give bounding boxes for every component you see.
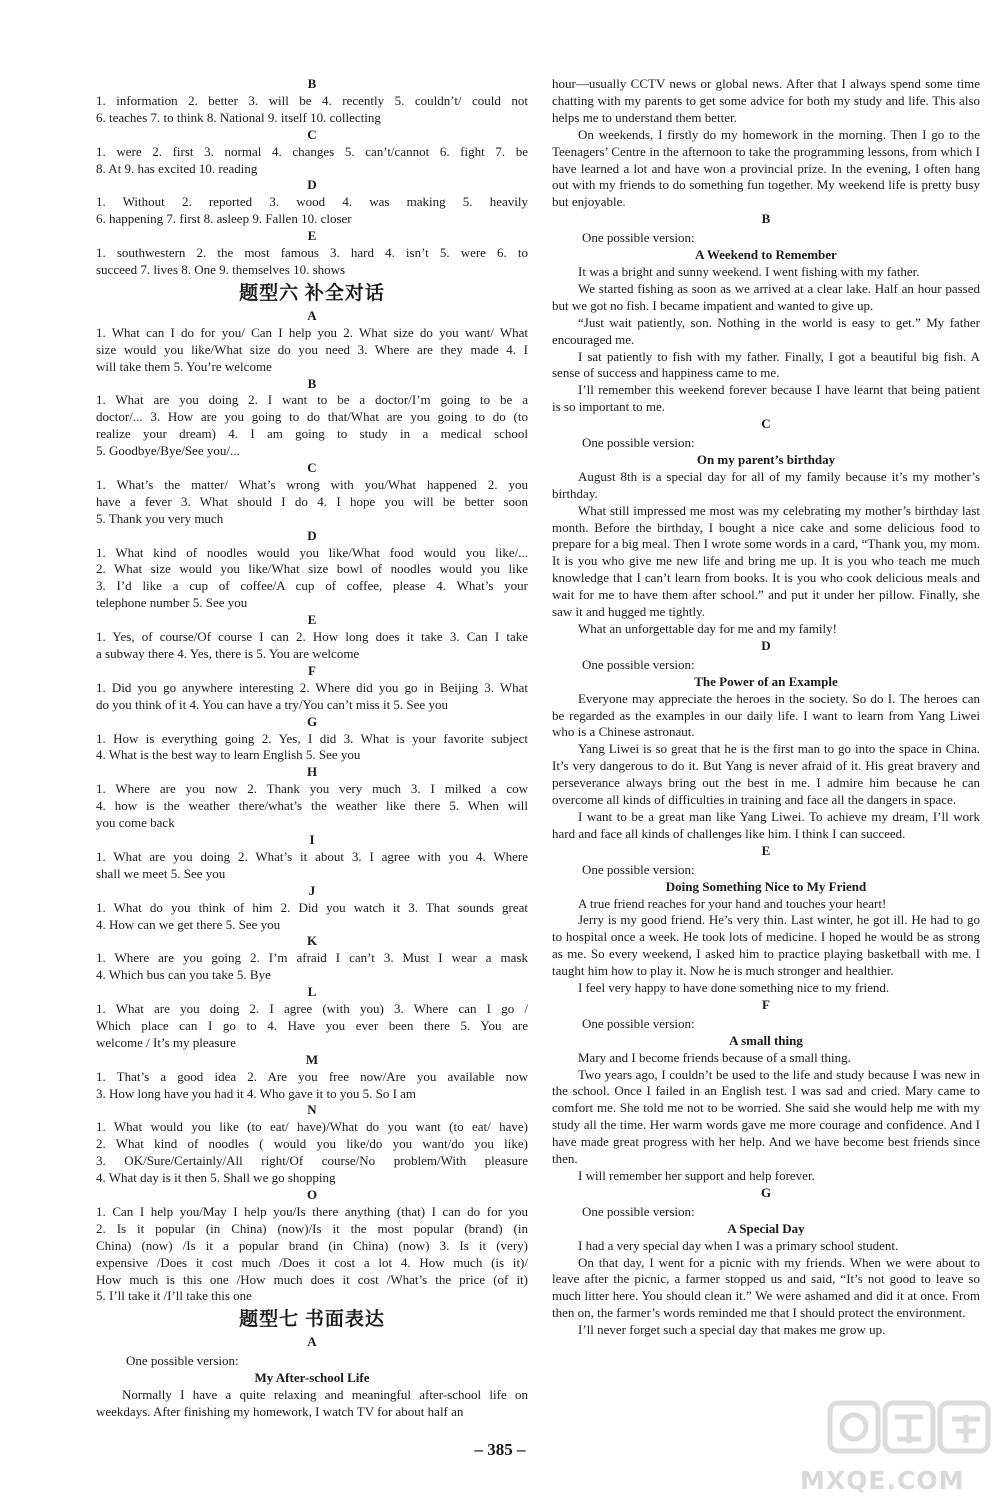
answer-line: 1. Where are you going 2. I’m afraid I can’t 3. Must I wear a mask [96,950,528,966]
answer-line: 5. Thank you very much [96,510,224,526]
left-column [96,76,528,1421]
part-letter: N [307,1102,317,1118]
part-letter: A [307,1334,317,1350]
answer-line: 1. How is everything going 2. Yes, I did 3. What is your favorite subject [96,730,528,746]
essay-title: On my parent’s birthday [696,451,836,467]
answer-line: 2. Is it popular (in China) (now)/Is it the most popular (brand) (in [96,1220,528,1236]
answer-line: 4. What is the best way to learn English 5. See you [96,747,361,763]
part-letter: L [307,984,317,1000]
essay-title: A Special Day [727,1220,805,1236]
version-label: One possible version: [582,435,695,451]
right-column [552,76,980,1339]
part-letter: O [306,1187,318,1202]
part-letter: C [307,460,317,476]
answer-line: 1. What kind of noodles would you like/What food would you like/... [96,544,528,560]
answer-line: succeed 7. lives 8. One 9. themselves 10. shows [96,261,346,277]
essay-title: A Weekend to Remember [695,247,837,263]
essay-paragraph: On weekends, I firstly do my homework in the morning. Then I go to the Teenagers’ Centre in the afternoon to take the programming lessons, from which I have learned a lot and have won a provincial prize. In the evening, I often hang out with my friends to do something fun together. My weekend life is pretty busy but enjoyable. [552,126,980,210]
answer-line: do you think of it 4. You can have a try/You can’t miss it 5. See you [96,696,448,712]
answer-line: 4. What day is it then 5. Shall we go shopping [96,1170,336,1186]
answer-line: 1. were 2. first 3. normal 4. changes 5. can’t/cannot 6. fight 7. be [96,143,528,159]
essay-paragraph: Everyone may appreciate the heroes in the society. So do I. The heroes can be regarded as the examples in our daily life. I want to learn from Yang Liwei who is a Chinese astronaut. [552,690,980,740]
answer-line: 2. What kind of noodles ( would you like/do you want/do you like) [96,1136,528,1152]
version-label: One possible version: [582,861,695,877]
version-label: One possible version: [126,1353,239,1369]
part-letter: G [306,713,318,729]
part-letter: E [761,842,771,858]
part-letter: G [760,1184,772,1200]
part-letter: D [761,637,771,653]
essay-paragraph: “Just wait patiently, son. Nothing in the world is easy to get.” My father encouraged me. [552,314,980,347]
essay-title: The Power of an Example [694,673,838,689]
answer-line: 1. Without 2. reported 3. wood 4. was making 5. heavily [96,194,528,210]
part-letter: I [309,831,315,847]
answer-line: 5. Goodbye/Bye/See you/... [96,443,240,459]
answer-line: 1. What are you doing 2. I want to be a doctor/I’m going to be a [96,392,528,408]
essay-paragraph: Yang Liwei is so great that he is the first man to go into the space in China. It’s very dangerous to do it. But Yang is never afraid of it. His great bravery and perseverance always bring out the best in me. I admire him because he can overcome all kinds of difficulties in training and face all the dangers in space. [552,741,980,808]
answer-line: 4. Which bus can you take 5. Bye [96,967,271,983]
version-label: One possible version: [582,230,695,246]
answer-line: expensive /Does it cost much /Does it cost a lot 4. How much (is it)/ [96,1254,528,1270]
part-letter: K [306,933,318,949]
essay-paragraph: On that day, I went for a picnic with my friends. When we were about to leave after the picnic, a farmer stopped us and said, “It’s not good to leave so much litter here. You should clean it.” We were ashamed and did it at once. From then on, the farmer’s words reminded me that I should protect the environment. [552,1254,980,1321]
version-label: One possible version: [582,656,695,672]
part-letter: D [307,177,317,193]
answer-line: 3. OK/Sure/Certainly/All right/Of course/No problem/With pleasure [96,1153,528,1169]
answer-line: 1. What do you think of him 2. Did you watch it 3. That sounds great [96,899,528,915]
essay-paragraph: I’ll never forget such a special day that makes me grow up. [578,1322,886,1338]
answer-line: 1. Yes, of course/Of course I can 2. How long does it take 3. Can I take [96,629,528,645]
essay-title: Doing Something Nice to My Friend [665,878,867,894]
answer-line: China) (now) /Is it a popular brand (in China) (now) 3. Is it (very) [96,1237,528,1253]
part-letter: M [305,1051,319,1067]
answer-line: 4. how is the weather there/what’s the weather like there 5. When will [96,798,528,814]
essay-paragraph: I will remember her support and help forever. [578,1168,815,1183]
answer-line: 3. How long have you had it 4. Who gave it to you 5. So I am [96,1085,417,1101]
answer-line: 2. What size would you like/What size bowl of noodles would you like [96,561,528,577]
answer-line: 8. At 9. has excited 10. reading [96,160,258,176]
answer-line: 1. What would you like (to eat/ have)/What do you want (to eat/ have) [96,1119,528,1135]
essay-paragraph: Two years ago, I couldn’t be used to the life and study because I was new in the school. Once I failed in an English test. I was sad and cried. Mary came to comfort me. She told me not to be worried. She said she would help me with my study all the time. Her warm words gave me more courage and confidence. And I have made great progress with her help. And we have become best friends since then. [552,1066,980,1167]
essay-paragraph: A true friend reaches for your hand and touches your heart! [578,895,887,911]
answer-line: 1. What are you doing 2. I agree (with you) 3. Where can I go / [96,1001,528,1017]
part-letter: B [307,76,317,91]
essay-title: My After-school Life [254,1370,370,1386]
essay-paragraph: I had a very special day when I was a primary school student. [578,1237,899,1253]
watermark-text: MXQE.COM [800,1466,965,1495]
answer-line: 3. I’d like a cup of coffee/A cup of coffee, please 4. What’s your [96,578,528,594]
essay-paragraph: What an unforgettable day for me and my family! [578,621,837,636]
answer-line: 1. Where are you now 2. Thank you very much 3. I milked a cow [96,781,528,797]
answer-line: welcome / It’s my pleasure [96,1034,237,1050]
part-letter: F [308,662,316,678]
essay-paragraph: We started fishing as soon as we arrived at a clear lake. Half an hour passed but we got no fish. I became impatient and wanted to give up. [552,280,980,313]
answer-line: 5. I’ll take it /I’ll take this one [96,1288,252,1304]
version-label: One possible version: [582,1015,695,1031]
part-letter: D [307,527,317,543]
answer-line: a subway there 4. Yes, there is 5. You are welcome [96,646,360,661]
part-letter: B [761,211,771,227]
answer-line: 6. happening 7. first 8. asleep 9. Fallen 10. closer [96,211,352,227]
answer-line: size would you like/What size do you need 3. Where are they made 4. I [96,341,528,357]
essay-paragraph: I sat patiently to fish with my father. Finally, I got a beautiful big fish. A sense of success and happiness came to me. [552,348,980,381]
part-letter: C [761,416,771,432]
part-letter: B [307,375,317,391]
version-label: One possible version: [582,1203,695,1219]
answer-line: 1. What are you doing 2. What’s it about 3. I agree with you 4. Where [96,848,528,864]
essay-paragraph: It was a bright and sunny weekend. I went fishing with my father. [578,263,920,279]
section-heading: 题型六 补全对话 [239,282,385,304]
essay-title: A small thing [729,1032,803,1048]
answer-line: 1. southwestern 2. the most famous 3. hard 4. isn’t 5. were 6. to [96,245,528,261]
answer-line: have a fever 3. What should I do 4. I hope you will be better soon [96,493,528,509]
answer-line: 1. Can I help you/May I help you/Is there anything (that) I can do for you [96,1203,528,1219]
answer-line: Which place can I go to 4. Have you ever been there 5. You are [96,1017,528,1033]
essay-paragraph: I’ll remember this weekend forever because I have learnt that being patient is so important to me. [552,382,980,415]
essay-paragraph: I feel very happy to have done something nice to my friend. [578,980,890,996]
answer-line: shall we meet 5. See you [96,865,226,881]
part-letter: F [762,996,770,1012]
essay-paragraph: I want to be a great man like Yang Liwei. To achieve my dream, I’ll work hard and face all kinds of challenges like him. I think I can succeed. [552,808,980,841]
answer-line: 4. How can we get there 5. See you [96,916,281,932]
part-letter: C [307,126,317,142]
answer-line: 1. Did you go anywhere interesting 2. Where did you go in Beijing 3. What [96,679,528,695]
essay-paragraph: Mary and I become friends because of a small thing. [578,1049,851,1065]
essay-paragraph: Normally I have a quite relaxing and meaningful after-school life on weekdays. After finishing my homework, I watch TV for about half an [96,1387,528,1419]
answer-line: you come back [96,815,175,831]
part-letter: H [306,764,318,780]
answer-line: How much is this one /How much does it cost /What’s the price (of it) [96,1271,528,1287]
essay-paragraph: Jerry is my good friend. He’s very thin. Last winter, he got ill. He had to go to hospital once a week. He took lots of medicine. I hoped he would be as strong as me. So every weekend, I asked him to practice playing basketball with me. I taught him how to play it. Now he is much stronger and healthier. [552,912,980,979]
answer-line: doctor/... 3. How are you going to do that/What are you going to do (to [96,409,528,425]
answer-line: 6. teaches 7. to think 8. National 9. itself 10. collecting [96,109,381,125]
page-number: – 385 – [474,1440,526,1459]
part-letter: E [307,612,317,628]
essay-paragraph: August 8th is a special day for all of my family because it’s my mother’s birthday. [552,468,980,501]
answer-line: telephone number 5. See you [96,595,248,611]
essay-paragraph: What still impressed me most was my celebrating my mother’s birthday last month. Before the birthday, I bought a nice cake and some delicious food to prepare for a big meal. Then I wrote some words in a card, “Thank you, my mom. It is you who give me new life and bring me up. It is you who teach me much knowledge that I can’t learn from books. It is you who cook delicious meals and wait for me to have them after school.” and put it under her pillow. Finally, she saw it and hugged me tightly. [552,502,980,620]
answer-line: 1. What can I do for you/ Can I help you 2. What size do you want/ What [96,324,528,340]
answer-line: realize your dream) 4. I am going to study in a medical school [96,426,528,442]
section-heading: 题型七 书面表达 [239,1309,385,1331]
part-letter: J [308,882,316,898]
answer-line: 1. information 2. better 3. will be 4. recently 5. couldn’t/ could not [96,92,528,108]
answer-line: will take them 5. You’re welcome [96,358,272,374]
part-letter: A [307,307,317,323]
part-letter: E [307,228,317,244]
answer-line: 1. That’s a good idea 2. Are you free now/Are you available now [96,1068,528,1084]
answer-line: 1. What’s the matter/ What’s wrong with you/What happened 2. you [96,476,528,492]
essay-paragraph: hour—usually CCTV news or global news. After that I always spend some time chatting with my parents to get some advice for both my study and life. This also helps me to understand them better. [552,76,980,125]
